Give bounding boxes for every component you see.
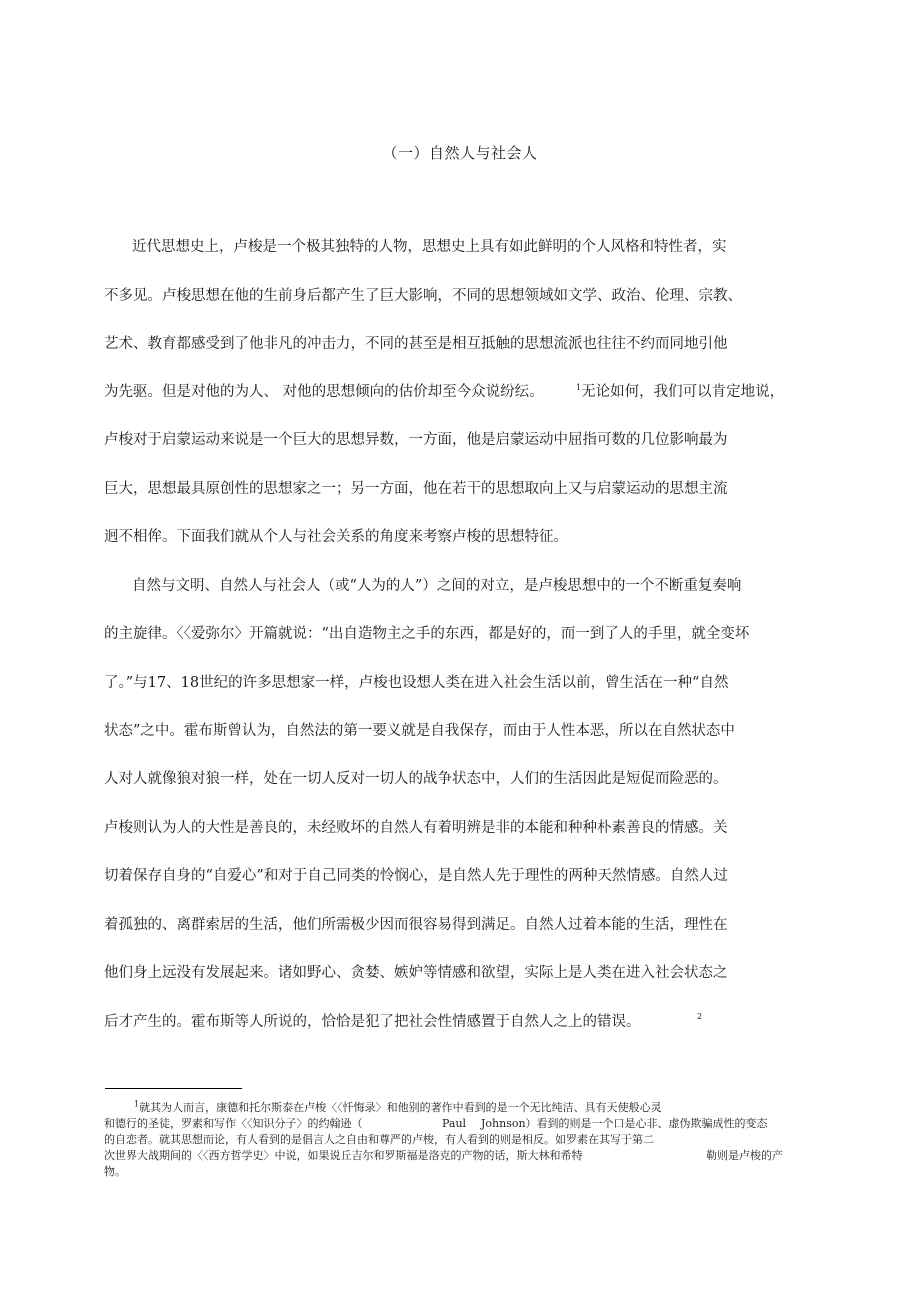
body-line: 巨大，思想最具原创性的思想家之一；另一方面，他在若干的思想取向上又与启蒙运动的思想主流 <box>104 481 728 497</box>
footnote-line: Johnson）看到的则是一个口是心非、虚伪欺骗成性的变态 <box>481 1117 768 1130</box>
footnote-text: 就其为人而言，康德和托尔斯泰在卢梭〈〈忏悔录〉和他别的著作中看到的是一个无比纯洁、具有天使般心灵 <box>139 1101 662 1114</box>
body-line: 近代思想史上，卢梭是一个极其独特的人物，思想史上具有如此鲜明的个人风格和特性者，实 <box>132 239 727 255</box>
body-line: 人对人就像狼对狼一样，处在一切人反对一切人的战争状态中，人们的生活因此是短促而险恶的。 <box>104 771 728 787</box>
body-line: 卢梭对于启蒙运动来说是一个巨大的思想异数，一方面，他是启蒙运动中屈指可数的几位影响最为 <box>104 432 728 448</box>
footnote-line: 勒则是卢梭的产 <box>706 1149 783 1162</box>
body-line: 卢梭则认为人的大性是善良的，未经败坏的自然人有着明辨是非的本能和种种朴素善良的情感。关 <box>104 820 728 836</box>
body-line: 切着保存自身的“自爱心”和对于自己同类的怜悯心，是自然人先于理性的两种天然情感。自然人过 <box>104 868 728 884</box>
body-line-continued <box>576 382 784 402</box>
body-line: 后才产生的。霍布斯等人所说的，恰恰是犯了把社会性情感置于自然人之上的错误。 <box>104 1014 641 1030</box>
footnote-line: 的自恋者。就其思想而论，有人看到的是倡言人之自由和尊严的卢梭，有人看到的则是相反。如罗素在其写于第二 <box>104 1133 654 1146</box>
body-line: 状态”之中。霍布斯曾认为，自然法的第一要义就是自我保存，而由于人性本恶，所以在自然状态中 <box>104 723 735 739</box>
footnote-ref-1[interactable]: 1 <box>576 383 582 393</box>
footnote-line: 次世界大战期间的〈〈西方哲学史〉中说，如果说丘吉尔和罗斯福是洛克的产物的话，斯大林和希特 <box>104 1149 583 1162</box>
section-heading: （一）自然人与社会人 <box>382 144 538 162</box>
footnote-word: Paul <box>442 1117 467 1130</box>
footnote-line <box>134 1100 662 1116</box>
body-line: 他们身上远没有发展起来。诸如野心、贪婪、嫉妒等情感和欲望，实际上是人类在进入社会状态之 <box>104 965 728 981</box>
body-line: 为先驱。但是对他的为人、 对他的思想倾向的估价却至今众说纷纭。 <box>104 384 544 400</box>
body-line: 了。”与17、18世纪的许多思想家一样，卢梭也设想人类在进入社会生活以前，曾生活在一种“自然 <box>104 675 729 691</box>
footnote-ref-2[interactable]: 2 <box>697 1012 703 1021</box>
footnote-separator <box>105 1088 242 1089</box>
body-line: 艺术、教育都感受到了他非凡的冲击力，不同的甚至是相互抵触的思想流派也往往不约而同地引他 <box>104 336 728 352</box>
body-line: 的主旋律。〈〈爱弥尔〉开篇就说：“出自造物主之手的东西，都是好的，而一到了人的手里，就全变坏 <box>104 626 750 642</box>
footnote-marker: 1 <box>134 1099 140 1109</box>
body-line: 迥不相侔。下面我们就从个人与社会关系的角度来考察卢梭的思想特征。 <box>104 529 568 545</box>
body-line-tail: 无论如何，我们可以肯定地说， <box>581 384 785 400</box>
body-line: 不多见。卢梭思想在他的生前身后都产生了巨大影响，不同的思想领域如文学、政治、伦理、宗教、 <box>104 288 742 304</box>
footnote-line: 物。 <box>104 1165 126 1178</box>
body-line: 自然与文明、自然人与社会人（或“人为的人”）之间的对立，是卢梭思想中的一个不断重复奏响 <box>132 578 742 594</box>
body-line: 着孤独的、离群索居的生活，他们所需极少因而很容易得到满足。自然人过着本能的生活，理性在 <box>104 917 728 933</box>
footnote-line: 和德行的圣徒，罗素和写作〈〈知识分子〉的约翰逊（ <box>104 1117 363 1130</box>
